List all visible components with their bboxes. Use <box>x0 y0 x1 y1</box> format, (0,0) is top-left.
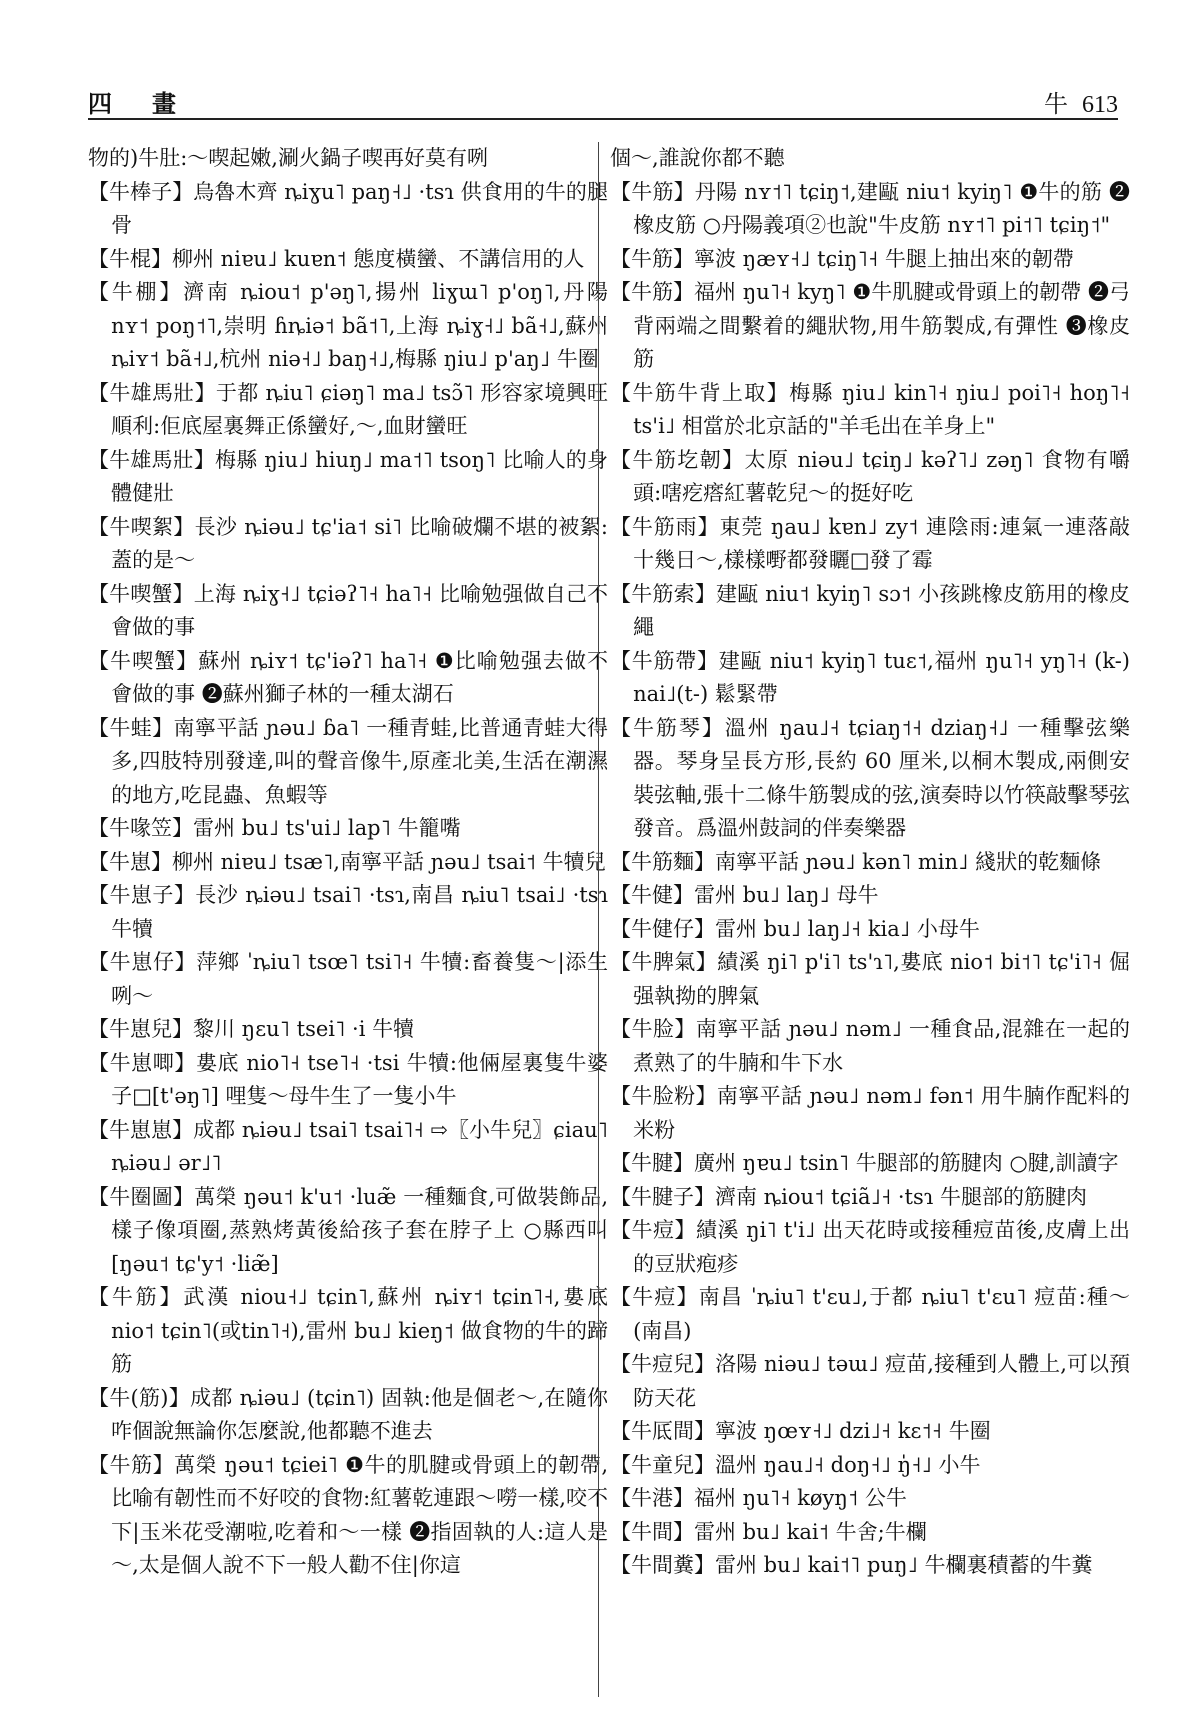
dictionary-entry: 【牛蛙】南寧平話 ɲəu˩ ɓa˥ 一種青蛙,比普通青蛙大得多,四肢特別發達,叫的聲音像牛,原產北美,生活在潮濕的地方,吃昆蟲、魚蝦等 <box>88 715 608 807</box>
dictionary-entry: 【牛痘兒】洛陽 niəu˩ təɯ˩ 痘苗,接種到人體上,可以預防天花 <box>610 1352 1130 1410</box>
right-column <box>610 142 1130 1583</box>
dictionary-entry: 【牛腱子】濟南 ȵiou˦ tɕiã˩˧ ·tsɿ 牛腿部的筋腱肉 <box>610 1184 1087 1209</box>
dictionary-entry: 【牛筋圪韌】太原 niəu˩ tɕiŋ˩ kəʔ˥˩ zəŋ˥ 食物有嚼頭:嗐疙瘩紅薯乾兒～的挺好吃 <box>610 447 1130 505</box>
dictionary-entry: 【牛筋琴】溫州 ŋau˩˧ tɕiaŋ˦˧ dziaŋ˧˩ 一種擊弦樂器。琴身呈長方形,長約 60 厘米,以桐木製成,兩側安裝弦軸,張十二條牛筋製成的弦,演奏時以竹筷敲擊琴弦發音。爲溫州鼓詞的伴奏樂器 <box>610 715 1130 840</box>
dictionary-entry: 【牛崽】柳州 niɐu˩ tsæ˥,南寧平話 ɲəu˩ tsai˦ 牛犢兒 <box>88 849 606 874</box>
dictionary-entry: 【牛間糞】雷州 bu˩ kai˦˥ puŋ˩ 牛欄裏積蓄的牛糞 <box>610 1553 1093 1577</box>
dictionary-entry: 【牛港】福州 ŋu˥˧ køyŋ˦ 公牛 <box>610 1486 907 1510</box>
dictionary-entry: 【牛筋帶】建甌 niu˦ kyiŋ˥ tuɛ˦,福州 ŋu˥˧ yŋ˥˧ (k-) nai˩(t-) 鬆緊帶 <box>610 648 1130 706</box>
dictionary-entry: 【牛喫絮】長沙 ȵiəu˩ tɕ'ia˦ si˥ 比喻破爛不堪的被絮:蓋的是～ <box>88 514 608 572</box>
dictionary-entry: 【牛筋牛背上取】梅縣 ŋiu˩ kin˥˧ ŋiu˩ poi˥˧ hoŋ˥˧ ts'i˩ 相當於北京話的"羊毛出在羊身上" <box>610 380 1130 438</box>
dictionary-entry: 【牛筋】丹陽 nʏ˦˥ tɕiŋ˦,建甌 niu˦ kyiŋ˥ ❶牛的筋 ❷橡皮筋 ○丹陽義項②也說"牛皮筋 nʏ˦˥ pi˦˥ tɕiŋ˦" <box>610 179 1130 237</box>
dictionary-entry: 【牛筋】萬榮 ŋəu˦ tɕiei˥ ❶牛的肌腱或骨頭上的韌帶,比喻有韌性而不好咬的食物:紅薯乾連跟～嘮一樣,咬不下|玉米花受潮啦,吃着和～一樣 ❷指固執的人:這人是～,太是個人說不下一般人勸不住|你這 <box>88 1452 608 1577</box>
page-number: 613 <box>1082 92 1118 118</box>
dictionary-entry: 【牛厎間】寧波 ŋœʏ˧˩ dzi˩˧ kɛ˦˧ 牛圈 <box>610 1419 991 1443</box>
dictionary-entry: 【牛脸】南寧平話 ɲəu˩ nəm˩ 一種食品,混雜在一起的煮熟了的牛腩和牛下水 <box>610 1017 1130 1075</box>
dictionary-entry: 【牛(筋)】成都 ȵiəu˩ (tɕin˥) 固執:他是個老～,在隨你咋個說無論你怎麼說,他都聽不進去 <box>88 1385 608 1443</box>
dictionary-entry: 【牛脸粉】南寧平話 ɲəu˩ nəm˩ fən˦ 用牛腩作配料的米粉 <box>610 1084 1130 1142</box>
page-header <box>88 80 1118 120</box>
dictionary-entry: 【牛棍】柳州 niɐu˩ kuɐn˦ 態度橫蠻、不講信用的人 <box>88 246 585 271</box>
dictionary-entry: 【牛健仔】雷州 bu˩ laŋ˩˧ kia˩ 小母牛 <box>610 916 980 941</box>
section-title: 四 畫 <box>88 89 184 118</box>
dictionary-entry: 【牛雄馬壯】于都 ȵiu˥ ɕiəŋ˥ ma˩ tsɔ̃˥ 形容家境興旺順利:佢底屋裏舞正係蠻好,～,血財蠻旺 <box>88 380 608 438</box>
dictionary-entry: 物的)牛肚:～喫起嫩,涮火鍋子喫再好莫有咧 <box>88 146 488 170</box>
dictionary-entry: 【牛棚】濟南 ȵiou˦ p'əŋ˥,揚州 liɣɯ˥ p'oŋ˥,丹陽 nʏ˦ poŋ˦˥,崇明 ɦȵiə˦ bã˦˥,上海 ȵiɣ˧˩ bã˧˩,蘇州 ȵiʏ˦ bã˧˩,杭州 niə˧˩ baŋ˧˩,梅縣 ŋiu˩ p'aŋ˩ 牛圈 <box>88 280 608 371</box>
header-right <box>1044 84 1118 119</box>
dictionary-entry: 【牛圈圖】萬榮 ŋəu˦ k'u˦ ·luæ̃ 一種麵食,可做裝飾品,樣子像項圈,蒸熟烤黃後給孩子套在脖子上 ○縣西叫[ŋəu˦ tɕ'y˦ ·liæ̃] <box>88 1184 608 1276</box>
dictionary-entry: 【牛喫蟹】上海 ȵiɣ˧˩ tɕiəʔ˥˧ ha˥˧ 比喻勉强做自己不會做的事 <box>88 581 608 639</box>
dictionary-entry: 【牛健】雷州 bu˩ laŋ˩ 母牛 <box>610 883 879 907</box>
dictionary-entry: 【牛崽唧】婁底 nio˥˧ tse˥˧ ·tsi 牛犢:他倆屋裏隻牛婆子□[t'əŋ˥] 哩隻～母牛生了一隻小牛 <box>88 1050 608 1108</box>
dictionary-entry: 【牛痘】績溪 ŋi˥ t'i˩ 出天花時或接種痘苗後,皮膚上出的豆狀疱疹 <box>610 1218 1130 1276</box>
header-rule <box>88 118 1118 120</box>
dictionary-entry: 【牛喙笠】雷州 bu˩ ts'ui˩ lap˥ 牛籠嘴 <box>88 816 461 840</box>
column-divider <box>598 142 599 1697</box>
dictionary-entry: 【牛脾氣】績溪 ŋi˥ p'i˥ ts'ɿ˥,婁底 nio˦ bi˦˥ tɕ'i˥˧ 倔强執拗的脾氣 <box>610 950 1130 1008</box>
dictionary-entry: 【牛崽子】長沙 ȵiəu˩ tsai˥ ·tsɿ,南昌 ȵiu˥ tsai˩ ·tsɿ 牛犢 <box>88 883 608 941</box>
dictionary-entry: 【牛喫蟹】蘇州 ȵiʏ˦ tɕ'iəʔ˥ ha˥˧ ❶比喻勉强去做不會做的事 ❷蘇州獅子林的一種太湖石 <box>88 648 608 706</box>
dictionary-entry: 【牛筋】福州 ŋu˥˧ kyŋ˥ ❶牛肌腱或骨頭上的韌帶 ❷弓背兩端之間繫着的繩狀物,用牛筋製成,有彈性 ❸橡皮筋 <box>610 280 1130 371</box>
left-column <box>88 142 608 1583</box>
head-character: 牛 <box>1044 90 1068 118</box>
dictionary-entry: 【牛筋雨】東莞 ŋau˩ kɐn˩ zy˦ 連陰雨:連氣一連落敲十幾日～,樣樣嘢都發矖□發了霉 <box>610 514 1130 572</box>
dictionary-entry: 【牛筋】寧波 ŋæʏ˧˩ tɕiŋ˥˧ 牛腿上抽出來的韌帶 <box>610 246 1074 271</box>
dictionary-entry: 【牛筋】武漢 niou˧˩ tɕin˥,蘇州 ȵiʏ˦ tɕin˥˧,婁底 nio˦ tɕin˥(或tin˥˧),雷州 bu˩ kieŋ˦ 做食物的牛的蹄筋 <box>88 1285 608 1376</box>
dictionary-entry: 【牛崽崽】成都 ȵiəu˩ tsai˥ tsai˥˧ ⇨〖小牛兒〗ɕiau˥ ȵiəu˩ ər˩˥ <box>88 1117 608 1175</box>
dictionary-entry: 【牛腱】廣州 ŋɐu˩ tsin˥ 牛腿部的筋腱肉 ○腱,訓讀字 <box>610 1151 1119 1175</box>
dictionary-entry: 【牛童兒】溫州 ŋau˩˧ doŋ˧˩ ŋ̍˧˩ 小牛 <box>610 1452 981 1477</box>
dictionary-entry: 【牛筋索】建甌 niu˦ kyiŋ˥ sɔ˦ 小孩跳橡皮筋用的橡皮繩 <box>610 581 1130 639</box>
dictionary-entry: 【牛間】雷州 bu˩ kai˦ 牛舍;牛欄 <box>610 1519 927 1544</box>
dictionary-entry: 個～,誰說你都不聽 <box>610 146 785 170</box>
dictionary-entry: 【牛雄馬壯】梅縣 ŋiu˩ hiuŋ˩ ma˦˥ tsoŋ˥ 比喻人的身體健壯 <box>88 447 608 505</box>
dictionary-entry: 【牛崽仔】萍鄉 ˈȵiu˥ tsœ˥ tsi˥˧ 牛犢:畜養隻～|添生咧～ <box>88 950 608 1008</box>
dictionary-entry: 【牛崽兒】黎川 ŋɛu˥ tsei˥ ·i 牛犢 <box>88 1017 415 1041</box>
dictionary-entry: 【牛痘】南昌 ˈȵiu˥ t'ɛu˩,于都 ȵiu˥ t'ɛu˥ 痘苗:種～(南昌) <box>610 1285 1130 1343</box>
dictionary-entry: 【牛筋麵】南寧平話 ɲəu˩ kən˥ min˩ 綫狀的乾麵條 <box>610 849 1102 874</box>
dictionary-entry: 【牛棒子】烏魯木齊 ȵiɣu˥ paŋ˧˩ ·tsɿ 供食用的牛的腿骨 <box>88 179 608 237</box>
